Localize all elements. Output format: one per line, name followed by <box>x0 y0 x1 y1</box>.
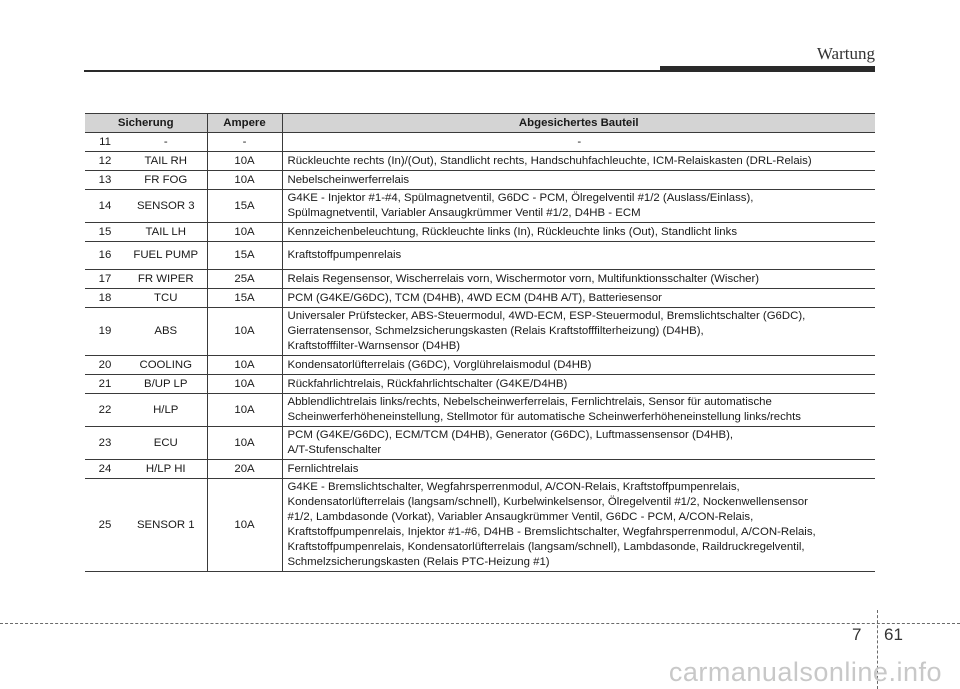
table-row <box>85 375 875 394</box>
component-line: - <box>577 135 582 148</box>
table-row <box>85 270 875 289</box>
ampere-cell: 10A <box>207 394 282 427</box>
fuse-number-cell: 21 <box>85 375 125 394</box>
ampere-cell: 10A <box>207 308 282 356</box>
ampere-cell: 10A <box>207 152 282 171</box>
fuse-name-cell: ECU <box>125 427 207 460</box>
fuse-number-cell: 11 <box>85 133 125 152</box>
header-rule-thick <box>660 66 875 72</box>
component-cell <box>282 171 875 190</box>
table-row <box>85 479 875 572</box>
table-row <box>85 152 875 171</box>
ampere-cell: 10A <box>207 223 282 242</box>
component-cell <box>282 375 875 394</box>
column-header-sicherung: Sicherung <box>85 114 207 133</box>
column-header-ampere: Ampere <box>207 114 282 133</box>
component-line: Kondensatorlüfterrelais (G6DC), Vorglührelaismodul (D4HB) <box>287 358 592 371</box>
ampere-cell: 10A <box>207 171 282 190</box>
component-line: PCM (G4KE/G6DC), TCM (D4HB), 4WD ECM (D4HB A/T), Batteriesensor <box>287 291 662 304</box>
component-line: Rückfahrlichtrelais, Rückfahrlichtschalter (G4KE/D4HB) <box>287 377 568 390</box>
ampere-cell: 15A <box>207 289 282 308</box>
fuse-name-cell: ABS <box>125 308 207 356</box>
ampere-cell: 20A <box>207 460 282 479</box>
fuse-number-cell: 22 <box>85 394 125 427</box>
component-cell <box>282 427 875 460</box>
component-line: Rückleuchte rechts (In)/(Out), Standlicht rechts, Handschuhfachleuchte, ICM-Relaiskasten (DRL-Relais) <box>287 154 812 167</box>
component-line: Spülmagnetventil, Variabler Ansaugkrümmer Ventil #1/2, D4HB - ECM <box>287 207 641 219</box>
fuse-table-body <box>85 133 875 572</box>
component-line: Fernlichtrelais <box>287 462 359 475</box>
component-cell <box>282 190 875 223</box>
component-line: Kraftstoffpumpenrelais, Injektor #1-#6, D4HB - Bremslichtschalter, Wegfahrsperrenmodul, A/CON-Relais, <box>287 526 816 538</box>
table-header-row <box>85 114 875 133</box>
component-line: G4KE - Injektor #1-#4, Spülmagnetventil, G6DC - PCM, Ölregelventil #1/2 (Auslass/Einlass), <box>287 192 754 204</box>
chapter-number: 7 <box>852 625 862 644</box>
fuse-name-cell: SENSOR 3 <box>125 190 207 223</box>
component-cell <box>282 394 875 427</box>
fuse-name-cell: TCU <box>125 289 207 308</box>
component-cell <box>282 133 875 152</box>
component-cell <box>282 289 875 308</box>
fuse-number-cell: 23 <box>85 427 125 460</box>
table-row <box>85 427 875 460</box>
table-row <box>85 133 875 152</box>
component-line: Scheinwerferhöheneinstellung, Stellmotor für automatische Scheinwerferhöheneinstellung links/rechts <box>287 411 801 423</box>
fuse-name-cell: B/UP LP <box>125 375 207 394</box>
table-row <box>85 223 875 242</box>
component-line: Kraftstoffpumpenrelais <box>287 249 402 261</box>
component-cell <box>282 152 875 171</box>
component-cell <box>282 479 875 572</box>
component-line: Universaler Prüfstecker, ABS-Steuermodul, 4WD-ECM, ESP-Steuermodul, Bremslichtschalter (G6DC), <box>287 310 806 322</box>
fuse-name-cell: FR WIPER <box>125 270 207 289</box>
table-row <box>85 242 875 270</box>
fuse-number-cell: 14 <box>85 190 125 223</box>
watermark: carmanualsonline.info <box>668 657 942 687</box>
component-line: Kondensatorlüfterrelais (langsam/schnell), Kurbelwinkelsensor, Ölregelventil #1/2, Nockenwellensensor <box>287 496 808 508</box>
component-line: Relais Regensensor, Wischerrelais vorn, Wischermotor vorn, Multifunktionsschalter (Wischer) <box>287 272 760 285</box>
ampere-cell: 15A <box>207 190 282 223</box>
component-line: Kraftstofffilter-Warnsensor (D4HB) <box>287 340 461 352</box>
fuse-name-cell: H/LP <box>125 394 207 427</box>
ampere-cell: 10A <box>207 375 282 394</box>
fuse-number-cell: 20 <box>85 356 125 375</box>
component-line: #1/2, Lambdasonde (Vorkat), Variabler Ansaugkrümmer Ventil, G6DC - PCM, A/CON-Relais, <box>287 511 754 523</box>
table-row <box>85 289 875 308</box>
component-line: G4KE - Bremslichtschalter, Wegfahrsperrenmodul, A/CON-Relais, Kraftstoffpumpenrelais, <box>287 481 740 493</box>
ampere-cell: 10A <box>207 427 282 460</box>
fuse-number-cell: 15 <box>85 223 125 242</box>
component-cell <box>282 308 875 356</box>
footer-dashed-line <box>0 623 960 624</box>
fuse-number-cell: 18 <box>85 289 125 308</box>
ampere-cell: 10A <box>207 479 282 572</box>
component-line: A/T-Stufenschalter <box>287 444 382 456</box>
ampere-cell: 15A <box>207 242 282 270</box>
fuse-name-cell: - <box>125 133 207 152</box>
fuse-number-cell: 25 <box>85 479 125 572</box>
fuse-number-cell: 24 <box>85 460 125 479</box>
fuse-number-cell: 13 <box>85 171 125 190</box>
fuse-name-cell: FUEL PUMP <box>125 242 207 270</box>
component-cell <box>282 270 875 289</box>
section-title: Wartung <box>816 44 875 63</box>
fuse-name-cell: H/LP HI <box>125 460 207 479</box>
fuse-name-cell: SENSOR 1 <box>125 479 207 572</box>
column-header-bauteil: Abgesichertes Bauteil <box>282 114 875 133</box>
fuse-table <box>85 113 875 572</box>
component-cell <box>282 460 875 479</box>
table-row <box>85 460 875 479</box>
fuse-number-cell: 19 <box>85 308 125 356</box>
fuse-number-cell: 17 <box>85 270 125 289</box>
table-row <box>85 190 875 223</box>
component-line: PCM (G4KE/G6DC), ECM/TCM (D4HB), Generator (G6DC), Luftmassensensor (D4HB), <box>287 429 734 441</box>
page-number: 61 <box>884 625 903 644</box>
table-row <box>85 394 875 427</box>
component-line: Kennzeichenbeleuchtung, Rückleuchte links (In), Rückleuchte links (Out), Standlicht links <box>287 225 738 238</box>
fuse-name-cell: COOLING <box>125 356 207 375</box>
component-cell <box>282 242 875 270</box>
fuse-name-cell: TAIL RH <box>125 152 207 171</box>
table-row <box>85 356 875 375</box>
table-row <box>85 308 875 356</box>
fuse-number-cell: 12 <box>85 152 125 171</box>
fuse-name-cell: TAIL LH <box>125 223 207 242</box>
ampere-cell: - <box>207 133 282 152</box>
table-row <box>85 171 875 190</box>
ampere-cell: 25A <box>207 270 282 289</box>
fuse-number-cell: 16 <box>85 242 125 270</box>
fuse-name-cell: FR FOG <box>125 171 207 190</box>
ampere-cell: 10A <box>207 356 282 375</box>
component-line: Kraftstoffpumpenrelais, Kondensatorlüfterrelais (langsam/schnell), Lambdasonde, Raildruckregelventil, <box>287 541 805 553</box>
component-line: Schmelzsicherungskasten (Relais PTC-Heizung #1) <box>287 556 550 568</box>
component-cell <box>282 223 875 242</box>
component-line: Abblendlichtrelais links/rechts, Nebelscheinwerferrelais, Fernlichtrelais, Sensor für automatische <box>287 396 772 408</box>
component-line: Nebelscheinwerferrelais <box>287 173 410 186</box>
component-cell <box>282 356 875 375</box>
component-line: Gierratensensor, Schmelzsicherungskasten (Relais Kraftstofffilterheizung) (D4HB), <box>287 325 704 337</box>
